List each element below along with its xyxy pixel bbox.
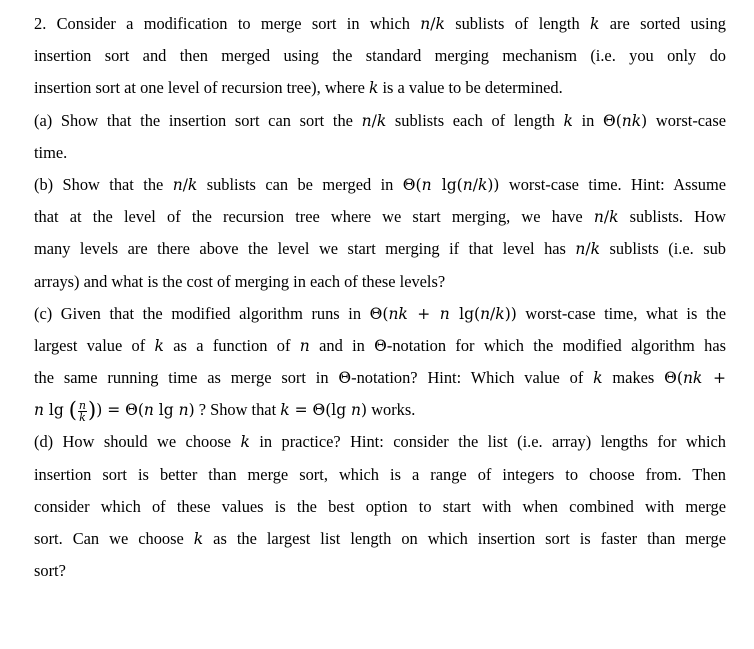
problem-intro-line-2: insertion sort and then merged using the standard merging mechanism (i.e. you only do [34, 46, 726, 66]
part-b-line-3: many levels are there above the level we start merging if that level has n/k sublists (i.e. sub [34, 239, 726, 259]
part-d-line-2: insertion sort is better than merge sort, which is a range of integers to choose from. Then [34, 464, 726, 484]
part-b-line-2: that at the level of the recursion tree where we start merging, we have n/k sublists. How [34, 207, 726, 227]
problem-intro-line-1: 2. Consider a modification to merge sort in which n/k sublists of length k are sorted using [34, 14, 726, 33]
problem-text [34, 8, 726, 587]
part-a-line-2: time. [34, 142, 68, 162]
part-c-line-3: the same running time as merge sort in Θ-notation? Hint: Which value of k makes Θ(nk + [34, 368, 726, 388]
part-d-line-4: sort. Can we choose k as the largest list length on which insertion sort is faster than merge [34, 529, 726, 548]
part-c-line-4: n lg ( $\frac{n}{k}$ )) = Θ(n lg n) ? Show that k = Θ(lg n) works. [34, 398, 416, 424]
part-c-line-2: largest value of k as a function of n and in Θ-notation for which the modified algorithm has [34, 335, 726, 355]
part-d-line-5: sort? [34, 561, 66, 581]
fraction-n-over-k: $\frac{n}{k}$ [78, 398, 87, 424]
part-d-line-3: consider which of these values is the best option to start with when combined with merge [34, 496, 726, 516]
part-b-line-4: arrays) and what is the cost of merging in each of these levels? [34, 271, 446, 291]
part-b-line-1: (b) Show that the n/k sublists can be merged in Θ(n lg(n/k)) worst-case time. Hint: Assume [34, 174, 727, 194]
part-d-line-1: (d) How should we choose k in practice? Hint: consider the list (i.e. array) lengths for which [34, 432, 726, 452]
part-a-line-1: (a) Show that the insertion sort can sort the n/k sublists each of length k in Θ(nk) worst-case [34, 110, 726, 130]
problem-intro-line-3: insertion sort at one level of recursion tree), where k is a value to be determined. [34, 78, 563, 98]
part-c-line-1: (c) Given that the modified algorithm runs in Θ(nk + n lg(n/k)) worst-case time, what is the [34, 303, 727, 323]
